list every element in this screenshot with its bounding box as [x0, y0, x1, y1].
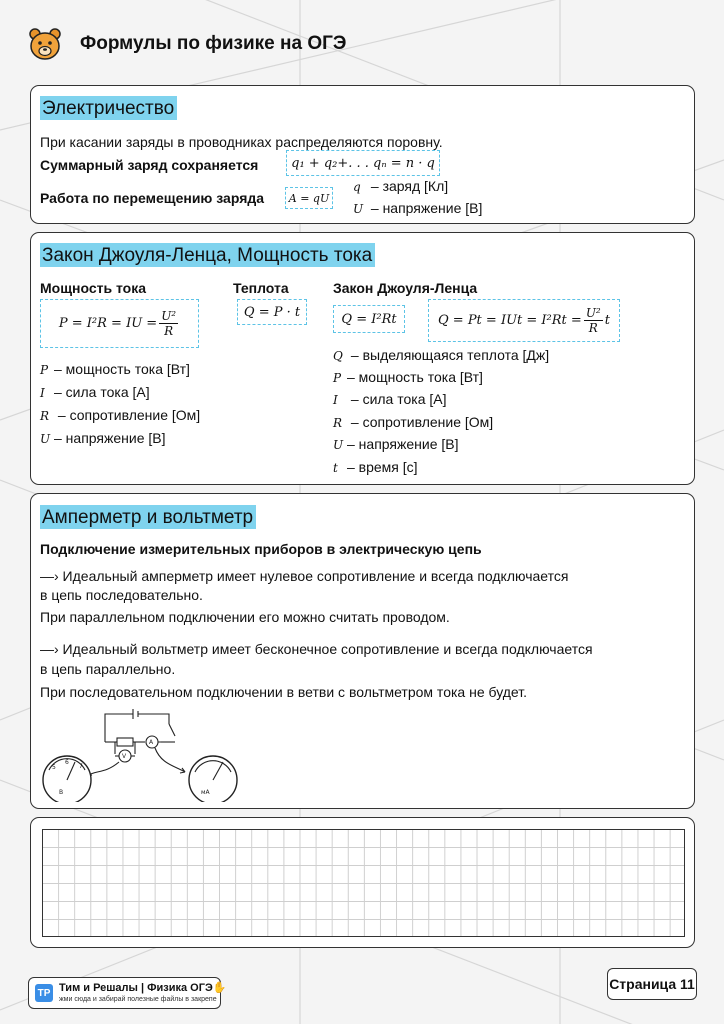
- power-var: [40, 406, 200, 425]
- joule-lenz-card: [30, 232, 695, 485]
- electricity-card: [30, 85, 695, 224]
- ammeter-text: При параллельном подключении его можно считать проводом.: [40, 609, 450, 625]
- var-desc: – напряжение [В]: [54, 430, 166, 446]
- var-symbol: R: [333, 416, 343, 430]
- var-desc: – мощность тока [Вт]: [54, 361, 190, 377]
- charge-distribution-text: При касании заряды в проводниках распределяются поровну.: [40, 134, 443, 150]
- var-symbol: R: [40, 409, 50, 423]
- var-q: [353, 177, 448, 196]
- var-desc: – напряжение [В]: [347, 436, 459, 452]
- power-formula-main: P = I²R = IU =: [58, 316, 158, 331]
- law-formula-tail: t: [604, 313, 610, 328]
- brand-logo-icon: ТР: [35, 984, 53, 1002]
- voltmeter-text: При последовательном подключении в ветви с вольтметром тока не будет.: [40, 684, 527, 700]
- law-var: [333, 390, 447, 409]
- electricity-heading: Электричество: [40, 96, 177, 120]
- voltmeter-text: —› Идеальный вольтметр имеет бесконечное сопротивление и всегда подключается: [40, 641, 593, 657]
- var-desc: – напряжение [В]: [367, 200, 483, 216]
- meters-card: [30, 493, 695, 809]
- voltmeter-text: в цепь параллельно.: [40, 661, 176, 677]
- gauge-tick: 6: [65, 759, 69, 766]
- power-var: [40, 383, 150, 402]
- var-symbol: Q: [333, 349, 343, 363]
- work-label: Работа по перемещению заряда: [40, 190, 265, 206]
- charge-sum-formula: q₁ + q₂+. . . qₙ = n · q: [286, 150, 440, 176]
- var-symbol: I: [333, 393, 338, 407]
- var-symbol: P: [333, 371, 342, 385]
- gauge-tick: 5: [52, 764, 56, 771]
- law-var: [333, 346, 549, 365]
- work-formula: A = qU: [285, 187, 333, 209]
- heat-label: Теплота: [233, 280, 289, 296]
- var-desc: – сопротивление [Ом]: [54, 407, 201, 423]
- var-desc: – заряд [Кл]: [367, 178, 449, 194]
- gauge-right-unit: мА: [201, 789, 210, 796]
- law-var: [333, 413, 493, 432]
- law-formula-1: Q = I²Rt: [333, 305, 405, 333]
- gauge-tick: 7: [79, 763, 83, 770]
- badge-subtitle: жми сюда и забирай полезные файлы в закрепе: [59, 996, 217, 1003]
- law-fraction: [584, 306, 603, 335]
- heat-formula: Q = P · t: [237, 299, 307, 325]
- var-symbol: t: [333, 461, 338, 475]
- ammeter-symbol: A: [149, 739, 154, 746]
- meters-subheading: Подключение измерительных приборов в электрическую цепь: [40, 541, 482, 557]
- notes-grid[interactable]: [42, 829, 685, 937]
- var-symbol: I: [40, 386, 45, 400]
- fraction-denominator: R: [588, 321, 598, 335]
- var-symbol: U: [40, 432, 51, 446]
- var-desc: – сопротивление [Ом]: [347, 414, 494, 430]
- var-u: [353, 199, 482, 218]
- var-symbol: P: [40, 363, 49, 377]
- law-var: [333, 458, 418, 477]
- law-formula-main: Q = Pt = IUt = I²Rt =: [438, 313, 582, 328]
- ammeter-text: в цепь последовательно.: [40, 587, 203, 603]
- law-var: [333, 368, 483, 387]
- badge-title: Тим и Решалы | Физика ОГЭ✋: [59, 982, 227, 994]
- law-formula-2: [428, 299, 620, 342]
- bear-icon: [28, 26, 62, 62]
- power-label: Мощность тока: [40, 280, 147, 296]
- charge-conservation-label: Суммарный заряд сохраняется: [40, 157, 259, 173]
- law-var: [333, 435, 458, 454]
- meters-heading: Амперметр и вольтметр: [40, 505, 256, 529]
- page-number: Страница 11: [607, 968, 697, 1000]
- fraction-numerator: U²: [585, 306, 601, 320]
- fraction-denominator: R: [164, 324, 174, 338]
- circuit-diagram: [35, 702, 245, 802]
- var-symbol: U: [333, 438, 344, 452]
- gauge-left-unit: В: [59, 789, 64, 796]
- power-var: [40, 429, 165, 448]
- power-formula: [40, 299, 199, 348]
- var-desc: – сила тока [А]: [54, 384, 150, 400]
- fraction-numerator: U²: [161, 309, 177, 323]
- var-symbol: U: [353, 202, 364, 216]
- notes-card: [30, 817, 695, 948]
- voltmeter-symbol: V: [122, 753, 127, 760]
- page-title: Формулы по физике на ОГЭ: [80, 33, 347, 54]
- var-desc: – выделяющаяся теплота [Дж]: [347, 347, 550, 363]
- var-desc: – сила тока [А]: [347, 391, 447, 407]
- telegram-badge[interactable]: [28, 977, 227, 1009]
- power-var: [40, 360, 190, 379]
- var-desc: – время [с]: [347, 459, 418, 475]
- joule-heading: Закон Джоуля-Ленца, Мощность тока: [40, 243, 375, 267]
- ammeter-text: —› Идеальный амперметр имеет нулевое сопротивление и всегда подключается: [40, 568, 569, 584]
- law-label: Закон Джоуля-Ленца: [333, 280, 478, 296]
- power-fraction: [159, 309, 178, 338]
- var-symbol: q: [353, 180, 361, 194]
- var-desc: – мощность тока [Вт]: [347, 369, 483, 385]
